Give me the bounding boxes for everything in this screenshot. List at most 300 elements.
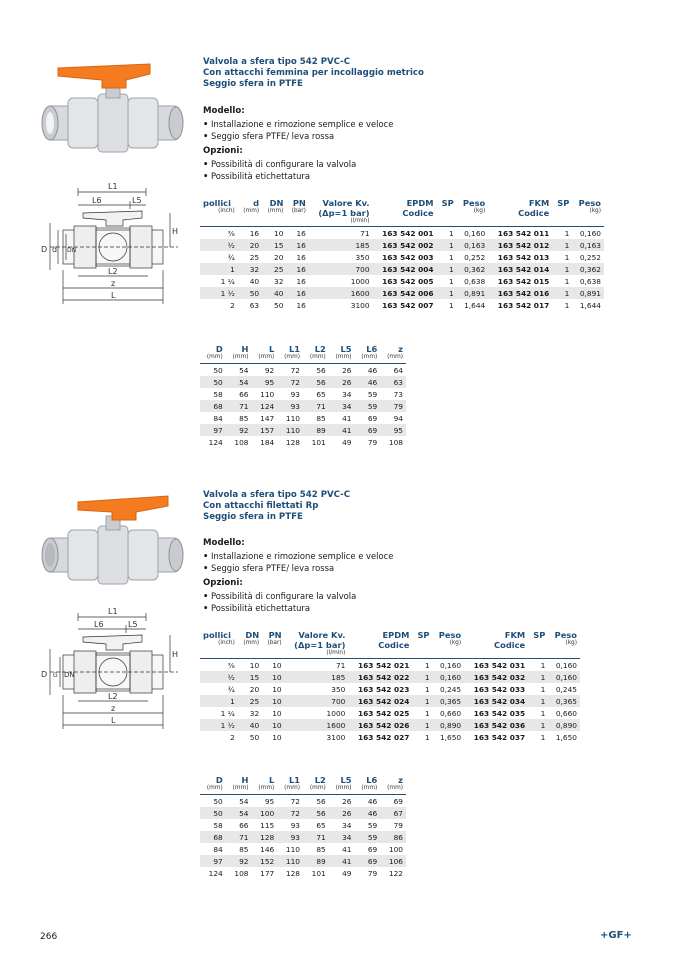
label-DN: DN xyxy=(64,671,75,679)
table-cell: 128 xyxy=(252,831,278,843)
table-cell: 1000 xyxy=(350,276,370,286)
table-cell: 72 xyxy=(277,364,303,377)
table-cell: 10 xyxy=(272,684,282,694)
title-line-2: Con attacchi filettati Rp xyxy=(203,501,319,511)
table-cell: 1,644 xyxy=(579,300,601,310)
col-header: PN xyxy=(268,630,282,640)
table-cell: 101 xyxy=(311,868,326,878)
unit-cell: (mm) xyxy=(335,354,352,360)
table-cell: 108 xyxy=(388,437,403,447)
table-cell: 1 xyxy=(528,695,548,707)
table-row xyxy=(200,275,604,287)
table-cell: 163 542 022 xyxy=(348,671,412,683)
table-cell: 1 xyxy=(552,227,572,240)
table-cell: 163 542 037 xyxy=(473,732,526,742)
table-cell: 163 542 005 xyxy=(382,276,434,286)
table-cell: 72 xyxy=(277,376,303,388)
table-cell: 54 xyxy=(226,376,252,388)
table-cell: 50 xyxy=(249,732,260,742)
table-cell: 1 xyxy=(412,671,432,683)
table-cell: 1,644 xyxy=(464,300,486,310)
table-cell: 0,160 xyxy=(457,227,489,240)
table-cell: 92 xyxy=(226,424,252,436)
table-cell: 10 xyxy=(272,732,282,742)
table-cell: 67 xyxy=(380,807,406,819)
gf-logo: +GF+ xyxy=(600,930,632,941)
table-row xyxy=(200,855,406,867)
table-cell: 1 xyxy=(437,263,457,275)
table-cell: 1 ½ xyxy=(200,287,238,299)
table-cell: 85 xyxy=(239,844,249,854)
unit-row-2: (l/min) xyxy=(326,650,346,656)
table-cell: 163 542 021 xyxy=(348,659,412,672)
model-item: • Seggio sfera PTFE/ leva rossa xyxy=(203,563,335,573)
table-cell: 10 xyxy=(262,695,284,707)
col-header: SP xyxy=(557,198,570,208)
col-header: D xyxy=(215,344,223,354)
unit-cell: (mm) xyxy=(361,354,378,360)
table-cell: 1 xyxy=(528,671,548,683)
col-header: L2 xyxy=(314,344,326,354)
table-cell: 10 xyxy=(262,671,284,683)
table-cell: 34 xyxy=(342,389,352,399)
table-cell: 26 xyxy=(329,795,355,808)
table-cell: 124 xyxy=(252,400,278,412)
table-cell: 0,160 xyxy=(433,659,465,672)
table-cell: 46 xyxy=(355,376,381,388)
table-row xyxy=(200,251,604,263)
label-L1: L1 xyxy=(108,182,118,191)
label-L: L xyxy=(111,291,116,300)
table-cell: 163 542 004 xyxy=(373,263,437,275)
col-header: Peso xyxy=(462,198,486,208)
table-cell: 59 xyxy=(367,389,378,399)
col-header: DN xyxy=(245,630,260,640)
table-cell: 89 xyxy=(303,855,329,867)
table-cell: 1,650 xyxy=(555,732,577,742)
table-cell: 72 xyxy=(277,807,303,819)
table-cell: 72 xyxy=(277,795,303,808)
table-row xyxy=(200,843,406,855)
table-row xyxy=(200,364,406,377)
unit-row xyxy=(200,785,406,795)
table-cell: 92 xyxy=(252,364,278,377)
col-header: SP xyxy=(533,630,546,640)
table-cell: 0,638 xyxy=(464,276,486,286)
model-item: • Seggio sfera PTFE/ leva rossa xyxy=(203,131,335,141)
table-cell: 20 xyxy=(249,684,260,694)
table-cell: 128 xyxy=(285,868,300,878)
table-cell: 79 xyxy=(367,437,378,447)
table-cell: 110 xyxy=(285,413,300,423)
table-cell: 0,163 xyxy=(457,239,489,251)
table-cell: 185 xyxy=(285,671,349,683)
table-cell: 54 xyxy=(226,807,252,819)
title-line-2: Con attacchi femmina per incollaggio metrico xyxy=(203,68,424,78)
table-cell: 25 xyxy=(262,263,286,275)
col-header: Valore Kv. xyxy=(322,198,370,208)
table-cell: ½ xyxy=(200,239,238,251)
table-cell: 40 xyxy=(238,719,262,731)
col-header: L6 xyxy=(366,344,378,354)
table-body xyxy=(200,795,406,880)
table-cell: 1 xyxy=(552,287,572,299)
table-cell: 1 xyxy=(564,276,570,286)
col-header: SP xyxy=(417,630,430,640)
col-header: D xyxy=(215,775,223,785)
table-cell: 20 xyxy=(274,252,284,262)
table-cell: 163 542 036 xyxy=(464,719,528,731)
col-header: FKM xyxy=(504,630,526,640)
table-cell: 1 xyxy=(540,732,546,742)
table-cell: 85 xyxy=(239,413,249,423)
label-d: d xyxy=(52,245,58,254)
table-cell: 20 xyxy=(238,239,262,251)
table-cell: 0,245 xyxy=(555,684,577,694)
table-cell: 93 xyxy=(290,389,300,399)
table-cell: 34 xyxy=(329,400,355,412)
table-cell: 16 xyxy=(296,300,306,310)
table-cell: 0,163 xyxy=(572,239,604,251)
col-header: z xyxy=(398,775,403,785)
table-cell: 1000 xyxy=(326,708,346,718)
table-row xyxy=(200,683,580,695)
table-cell: 89 xyxy=(303,424,329,436)
table-cell: 16 xyxy=(286,239,308,251)
table-cell: 163 542 033 xyxy=(473,684,526,694)
table-cell: 26 xyxy=(329,364,355,377)
table-row xyxy=(200,436,406,448)
table-cell: 85 xyxy=(316,844,326,854)
table-cell: 163 542 031 xyxy=(464,659,528,672)
col-header: pollici xyxy=(203,198,231,208)
col-header: EPDM xyxy=(382,630,410,640)
table-cell: 163 542 002 xyxy=(373,239,437,251)
unit-cell: (mm) xyxy=(232,785,249,791)
options-label: Opzioni: xyxy=(203,146,243,156)
unit-cell: (mm) xyxy=(387,785,403,791)
table-cell: 26 xyxy=(329,376,355,388)
table-cell: 34 xyxy=(329,831,355,843)
section-title xyxy=(203,57,424,90)
table-cell: 56 xyxy=(303,364,329,377)
table-cell: 163 542 024 xyxy=(348,695,412,707)
label-L6: L6 xyxy=(92,196,102,205)
table-cell: 1,650 xyxy=(439,732,462,742)
unit-cell: (mm) xyxy=(387,354,403,360)
table-cell: 54 xyxy=(226,795,252,808)
table-cell: 56 xyxy=(303,807,329,819)
table-cell: 1 xyxy=(437,239,457,251)
table-cell: 163 542 035 xyxy=(473,708,526,718)
table-cell: 54 xyxy=(226,364,252,377)
table-cell: 10 xyxy=(262,659,284,672)
table-cell: 350 xyxy=(355,252,370,262)
table-cell: 26 xyxy=(329,807,355,819)
table-cell: 0,891 xyxy=(572,287,604,299)
table-cell: 34 xyxy=(342,820,352,830)
table-cell: 0,890 xyxy=(433,719,465,731)
table-cell: 1600 xyxy=(285,719,349,731)
table-cell: 0,252 xyxy=(579,252,601,262)
header-row xyxy=(200,773,406,785)
table-body xyxy=(200,364,406,449)
col-header: L xyxy=(268,775,275,785)
table-row xyxy=(200,388,406,400)
table-cell: 0,252 xyxy=(464,252,486,262)
table-cell: 41 xyxy=(329,855,355,867)
table-cell: 163 542 034 xyxy=(464,695,528,707)
col-header: L1 xyxy=(288,344,300,354)
dimension-table-2 xyxy=(200,773,406,879)
table-cell: 50 xyxy=(200,795,226,808)
table-cell: 56 xyxy=(303,795,329,808)
unit-cell: (mm) xyxy=(335,785,352,791)
label-H: H xyxy=(172,650,179,659)
table-cell: 25 xyxy=(238,695,262,707)
unit-cell: (mm) xyxy=(206,354,223,360)
table-cell: 66 xyxy=(239,820,249,830)
table-cell: 71 xyxy=(303,400,329,412)
table-cell: 1 xyxy=(448,252,454,262)
table-row xyxy=(200,263,604,275)
table-cell: 163 542 006 xyxy=(373,287,437,299)
table-cell: 106 xyxy=(380,855,406,867)
table-cell: 350 xyxy=(331,684,346,694)
table-row xyxy=(200,400,406,412)
table-cell: 71 xyxy=(285,659,349,672)
label-L2: L2 xyxy=(108,267,118,276)
table-cell: 3100 xyxy=(326,732,346,742)
col-header: SP xyxy=(441,198,454,208)
table-cell: 185 xyxy=(309,239,373,251)
col-header: L xyxy=(268,344,275,354)
col-header: z xyxy=(398,344,403,354)
table-cell: 700 xyxy=(285,695,349,707)
table-cell: 1 xyxy=(424,684,430,694)
table-cell: 0,660 xyxy=(555,708,577,718)
label-D: D xyxy=(41,670,48,679)
table-cell: 163 542 013 xyxy=(497,252,550,262)
table-cell: 71 xyxy=(309,227,373,240)
table-row xyxy=(200,707,580,719)
table-cell: 58 xyxy=(213,820,223,830)
table-cell: 71 xyxy=(226,831,252,843)
table-cell: 1 xyxy=(564,300,570,310)
table-cell: 49 xyxy=(342,868,352,878)
table-cell: 84 xyxy=(213,413,223,423)
table-cell: 163 542 025 xyxy=(357,708,410,718)
table-cell: 16 xyxy=(296,252,306,262)
model-item: • Installazione e rimozione semplice e veloce xyxy=(203,551,394,561)
table-cell: 93 xyxy=(277,400,303,412)
table-cell: 1 xyxy=(552,263,572,275)
table-cell: 1 xyxy=(528,659,548,672)
table-row xyxy=(200,819,406,831)
label-H: H xyxy=(172,227,179,236)
table-cell: 146 xyxy=(260,844,275,854)
table-body xyxy=(200,659,580,744)
table-cell: 110 xyxy=(260,389,275,399)
col-header: L5 xyxy=(340,344,352,354)
table-row xyxy=(200,807,406,819)
table-cell: 1 xyxy=(528,719,548,731)
unit-cell: (mm) xyxy=(284,354,300,360)
model-label: Modello: xyxy=(203,106,245,116)
table-cell: 128 xyxy=(285,437,300,447)
unit-cell: (mm) xyxy=(206,785,223,791)
table-cell: 95 xyxy=(380,424,406,436)
table-cell: 10 xyxy=(262,227,286,240)
title-line-3: Seggio sfera in PTFE xyxy=(203,512,303,522)
table-row xyxy=(200,867,406,879)
table-cell: 1 ¼ xyxy=(220,708,235,718)
order-table-1 xyxy=(200,196,604,311)
table-row xyxy=(200,831,406,843)
label-L1: L1 xyxy=(108,607,118,616)
table-cell: 157 xyxy=(252,424,278,436)
table-cell: 1 ½ xyxy=(200,719,238,731)
table-cell: 1 xyxy=(412,719,432,731)
table-cell: 1 xyxy=(412,695,432,707)
table-cell: 2 xyxy=(230,732,235,742)
table-cell: 73 xyxy=(393,389,403,399)
table-cell: 69 xyxy=(355,424,381,436)
table-cell: 163 542 011 xyxy=(488,227,552,240)
col-header: L1 xyxy=(288,775,300,785)
label-DN: DN xyxy=(67,247,77,254)
table-cell: ¾ xyxy=(227,252,235,262)
table-cell: 65 xyxy=(316,820,326,830)
col-header: L6 xyxy=(366,775,378,785)
technical-drawing-1 xyxy=(38,178,188,323)
table-cell: 46 xyxy=(355,364,381,377)
table-cell: 16 xyxy=(296,276,306,286)
table-cell: 16 xyxy=(238,227,262,240)
table-cell: 108 xyxy=(234,437,249,447)
table-cell: 95 xyxy=(252,795,278,808)
header-row xyxy=(200,628,580,640)
table-cell: 700 xyxy=(309,263,373,275)
table-cell: 85 xyxy=(316,413,326,423)
table-cell: 0,245 xyxy=(439,684,462,694)
table-cell: ¾ xyxy=(227,684,235,694)
table-cell: 147 xyxy=(260,413,275,423)
table-cell: 108 xyxy=(234,868,249,878)
table-cell: 0,160 xyxy=(548,671,580,683)
table-cell: 68 xyxy=(200,831,226,843)
label-L: L xyxy=(111,716,116,725)
col-header: Peso xyxy=(578,198,601,208)
header-row xyxy=(200,196,604,208)
col-header: Peso xyxy=(438,630,462,640)
table-cell: 1 xyxy=(412,659,432,672)
table-cell: 79 xyxy=(393,820,403,830)
col-header: PN xyxy=(292,198,306,208)
table-row xyxy=(200,719,580,731)
order-table-2 xyxy=(200,628,580,743)
table-row xyxy=(200,795,406,808)
label-D: D xyxy=(41,245,48,254)
table-cell: 56 xyxy=(303,376,329,388)
unit-cell: (mm) xyxy=(309,785,326,791)
table-cell: 40 xyxy=(249,276,260,286)
section-title xyxy=(203,490,350,523)
table-cell: 0,160 xyxy=(548,659,580,672)
technical-drawing-2 xyxy=(38,605,188,745)
label-L6: L6 xyxy=(94,620,104,629)
table-cell: 163 542 027 xyxy=(357,732,410,742)
table-row xyxy=(200,424,406,436)
unit-cell: (mm) xyxy=(232,354,249,360)
label-L5: L5 xyxy=(132,196,142,205)
table-cell: 32 xyxy=(249,708,260,718)
options-item: • Possibilità di configurare la valvola xyxy=(203,159,357,169)
table-cell: 1 xyxy=(424,732,430,742)
page-number: 266 xyxy=(40,932,58,942)
table-cell: 163 542 026 xyxy=(348,719,412,731)
model-item: • Installazione e rimozione semplice e veloce xyxy=(203,119,394,129)
table-cell: 41 xyxy=(329,424,355,436)
title-line-3: Seggio sfera in PTFE xyxy=(203,79,303,89)
unit-row: (inch) (mm) (mm) (bar) (Δp=1 bar) Codice (kg) Codice (kg) xyxy=(218,208,601,218)
table-cell: 16 xyxy=(286,287,308,299)
col-header: L5 xyxy=(340,775,352,785)
table-cell: 1 xyxy=(448,276,454,286)
table-cell: 93 xyxy=(277,831,303,843)
table-cell: 84 xyxy=(213,844,223,854)
dimension-table-1 xyxy=(200,342,406,448)
table-cell: 32 xyxy=(238,263,262,275)
unit-cell: (mm) xyxy=(361,785,378,791)
table-cell: 115 xyxy=(260,820,275,830)
table-cell: 10 xyxy=(272,708,282,718)
options-label: Opzioni: xyxy=(203,578,243,588)
table-cell: 163 542 001 xyxy=(373,227,437,240)
table-cell: 0,160 xyxy=(433,671,465,683)
col-header: DN xyxy=(269,198,284,208)
unit-row xyxy=(200,354,406,364)
table-cell: 97 xyxy=(200,855,226,867)
table-cell: 0,160 xyxy=(572,227,604,240)
table-cell: 163 542 015 xyxy=(497,276,550,286)
table-cell: 32 xyxy=(274,276,284,286)
col-header: Valore Kv. xyxy=(298,630,346,640)
label-L5: L5 xyxy=(128,620,138,629)
table-cell: 163 542 014 xyxy=(488,263,552,275)
table-cell: 41 xyxy=(342,413,352,423)
table-cell: 69 xyxy=(355,855,381,867)
table-cell: 163 542 012 xyxy=(488,239,552,251)
table-cell: 59 xyxy=(367,820,378,830)
header-row xyxy=(200,342,406,354)
valve-photo-1 xyxy=(38,58,188,163)
table-cell: 63 xyxy=(380,376,406,388)
col-header: pollici xyxy=(203,630,231,640)
table-cell: 71 xyxy=(303,831,329,843)
table-cell: 1600 xyxy=(309,287,373,299)
label-L2: L2 xyxy=(108,692,118,701)
table-cell: 10 xyxy=(238,659,262,672)
table-cell: 1 xyxy=(564,252,570,262)
table-row xyxy=(200,239,604,251)
table-cell: 1 xyxy=(200,695,238,707)
col-header: EPDM xyxy=(406,198,434,208)
model-label: Modello: xyxy=(203,538,245,548)
col-header: H xyxy=(241,344,249,354)
table-row xyxy=(200,376,406,388)
table-cell: 1 xyxy=(424,708,430,718)
